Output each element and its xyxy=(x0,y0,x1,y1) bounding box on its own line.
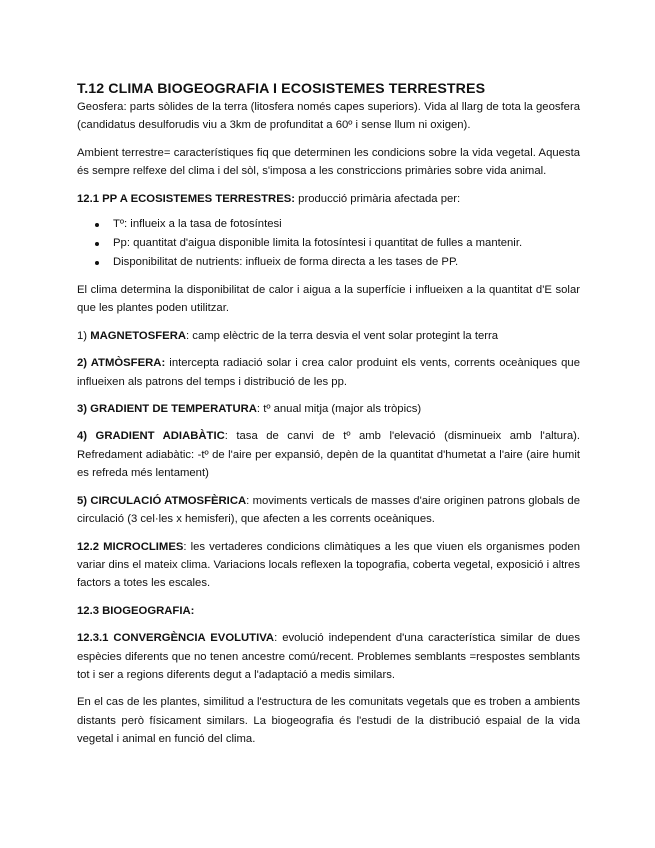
paragraph-geosfera: Geosfera: parts sòlides de la terra (litosfera només capes superiors). Vida al llarg de tota la geosfera (candidatus desulforudis viu a 3km de profunditat a 60º i sense llum ni oxigen). xyxy=(77,101,580,132)
item-circulacio-atmosferica: 5) CIRCULACIÓ ATMOSFÈRICA: moviments verticals de masses d'aire originen patrons globals de circulació (3 cel·les x hemisferi), que afecten a les corrents oceàniques. xyxy=(77,494,580,526)
section-12-1-text: producció primària afectada per: xyxy=(295,192,461,205)
section-12-3-1-text: : evolució independent d'una característica similar de dues espècies diferents que no tenen ancestre comú/recent. Problemes semblants =respostes semblants tot i ser a regions diferents degut a l'adaptació a medis similars. xyxy=(77,632,580,681)
item-gradient-temperatura: 3) GRADIENT DE TEMPERATURA: tº anual mitja (major als tròpics) xyxy=(77,403,422,416)
section-12-3 xyxy=(77,602,580,620)
paragraph-clima: El clima determina la disponibilitat de calor i aigua a la superfície i influeixen a la quantitat d'E solar que les plantes poden utilitzar. xyxy=(77,284,580,315)
paragraph-ambient-terrestre: Ambient terrestre= característiques fiq que determinen les condicions sobre la vida vegetal. Aquesta és sempre relfexe del clima i del sòl, s'imposa a les constriccions primàries sobre vida animal. xyxy=(77,146,580,178)
section-12-2 xyxy=(77,538,580,593)
section-12-3-1-heading: 12.3.1 CONVERGÈNCIA EVOLUTIVA xyxy=(77,632,275,645)
section-12-3-heading: 12.3 BIOGEOGRAFIA: xyxy=(77,604,195,617)
section-12-1 xyxy=(77,190,580,208)
item-magnetosfera: 1) MAGNETOSFERA: camp elèctric de la terra desvia el vent solar protegint la terra xyxy=(77,329,499,342)
pp-factor-list xyxy=(77,215,580,272)
list-item: Disponibilitat de nutrients: influeix de forma directa a les tases de PP. xyxy=(77,253,580,272)
section-12-2-heading: 12.2 MICROCLIMES xyxy=(77,540,184,553)
section-12-3-1 xyxy=(77,629,580,684)
section-12-2-text: : les vertaderes condicions climàtiques a les que viuen els organismes poden variar dins el mateix clima. Variacions locals reflexen la topografia, coberta vegetal, exposició i altres factors a totes les escales. xyxy=(77,540,580,590)
item-gradient-adiabatic: 4) GRADIENT ADIABÀTIC: tasa de canvi de tº amb l'elevació (disminueix amb l'altura). Refredament adiabàtic: -tº de l'aire per expansió, depèn de la quantitat d'humetat a l'aire (aire humit es refreda més lentament) xyxy=(77,430,580,480)
section-12-1-heading: 12.1 PP A ECOSISTEMES TERRESTRES: xyxy=(77,192,296,205)
item-heading: 4) GRADIENT ADIABÀTIC xyxy=(77,430,225,443)
paragraph-plantes: En el cas de les plantes, similitud a l'estructura de les comunitats vegetals que es troben a ambients distants però físicament similars. La biogeografia és l'estudi de la distribució espaial de la vida vegetal i animal en funció del clima. xyxy=(77,696,580,746)
bullet-icon xyxy=(95,242,99,246)
bullet-icon xyxy=(95,261,99,265)
item-heading: 3) GRADIENT DE TEMPERATURA xyxy=(77,403,257,416)
item-heading: 2) ATMÒSFERA: xyxy=(77,357,166,370)
bullet-icon xyxy=(95,223,99,227)
document-body xyxy=(77,80,580,749)
page-title: T.12 CLIMA BIOGEOGRAFIA I ECOSISTEMES TERRESTRES xyxy=(77,81,486,97)
item-heading: 5) CIRCULACIÓ ATMOSFÈRICA xyxy=(77,494,247,507)
item-atmosfera: 2) ATMÒSFERA: intercepta radiació solar i crea calor produint els vents, corrents oceàniques que influeixen als patrons del temps i distribució de les pp. xyxy=(77,357,580,388)
item-heading: MAGNETOSFERA xyxy=(90,329,187,342)
list-item: Tº: influeix a la tasa de fotosíntesi xyxy=(77,215,580,234)
list-item: Pp: quantitat d'aigua disponible limita la fotosíntesi i quantitat de fulles a mantenir. xyxy=(77,234,580,253)
